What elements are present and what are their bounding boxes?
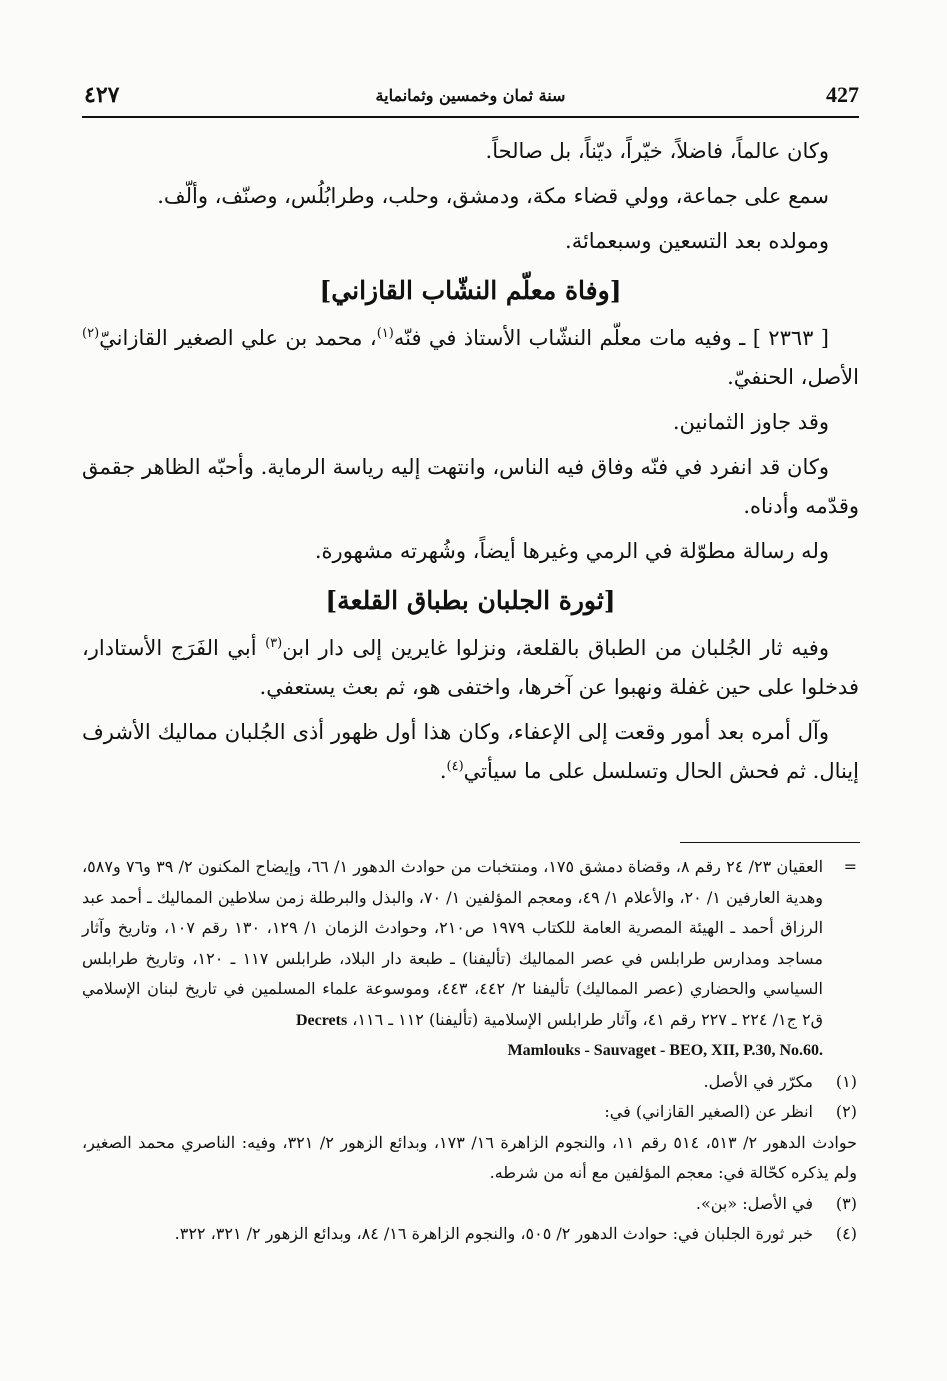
entry-text: الأصل، الحنفيّ. <box>727 365 859 389</box>
footnote-item <box>82 1067 857 1098</box>
paragraph-text: وفيه ثار الجُلبان من الطباق بالقلعة، ونزلوا غايرين إلى دار ابن <box>282 636 829 660</box>
footnote-text: في الأصل: «بن». <box>695 1193 813 1213</box>
footnote-number: (٤) <box>835 1224 857 1243</box>
footnote-item <box>82 1097 857 1128</box>
footnote-item <box>82 1128 857 1189</box>
footnote-text: العقيان ٢٣/ ٢٤ رقم ٨، وقضاة دمشق ١٧٥، ومنتخبات من حوادث الدهور ١/ ٦٦، وإيضاح المكنون ٢/ ٣٩ و٧٦ و٥٨٧، وهدية العارفين ١/ ٢٠، والأعلام ١/ ٤٩، ومعجم المؤلفين ١/ ٧٠، والبذل والبرطلة زمن سلاطين المماليك ـ أحمد عبد الرزاق أحمد ـ الهيئة المصرية العامة للكتاب ١٩٧٩ ص٢١٠، وحوادث الزمان ١/ ١٢٩، ١٣٠ رقم ١٠٧، وتاريخ وآثار مساجد ومدارس طرابلس في عصر المماليك (تأليفنا) ـ طبعة دار البلاد، طرابلس ١١٧ ـ ١٢٠، وتاريخ طرابلس السياسي والحضاري (عصر المماليك) تأليفنا ٢/ ٤٤٢، ٤٤٣، وموسوعة علماء المسلمين في تاريخ لبنان الإسلامي ق٢ ج١/ ٢٢٤ ـ ٢٢٧ رقم ٤١، وآثار طرابلس الإسلامية (تأليفنا) ١١٢ ـ ١١٦، <box>82 857 824 1029</box>
page-number-arabic: ٤٢٧ <box>84 82 120 108</box>
paragraph-text: . <box>439 759 447 783</box>
page-number-latin: 427 <box>826 82 859 107</box>
paragraph-text: أبي الفَرَج الأستادار، فدخلوا على حين غفلة ونهبوا عن آخرها، واختفى هو، ثم بعث يستعفي. <box>82 636 859 699</box>
footnote-item <box>82 1189 857 1220</box>
paragraph: سمع على جماعة، وولي قضاء مكة، ودمشق، وحلب، وطرابُلُس، وصنّف، وألّف. <box>157 184 829 208</box>
paragraph: ومولده بعد التسعين وسبعمائة. <box>565 229 829 253</box>
footnote-number: (٣) <box>835 1193 857 1213</box>
footnote-text: خبر ثورة الجلبان في: حوادث الدهور ٢/ ٥٠٥، والنجوم الزاهرة ١٦/ ٨٤، وبدائع الزهور ٢/ ٣٢١، ٣٢٢. <box>174 1224 813 1243</box>
entry-paragraph <box>82 319 859 397</box>
section-heading: [ثورة الجلبان بطباق القلعة] <box>325 586 616 615</box>
footnote-ref[interactable]: (٢) <box>82 326 100 341</box>
entry-text: [ ٢٣٦٣ ] ـ وفيه مات معلّم النشّاب الأستاذ في فنّه <box>393 326 829 350</box>
footnote-separator <box>680 842 860 843</box>
running-title: سنة ثمان وخمسين وثمانماية <box>375 86 566 105</box>
latin-reference: Mamlouks - Sauvaget - BEO, XII, P.30, No.60. <box>507 1042 823 1059</box>
entry-text: ، محمد بن علي الصغير القازانيّ <box>99 326 377 350</box>
footnote-number: (١) <box>835 1071 857 1091</box>
paragraph: وقد جاوز الثمانين. <box>672 410 829 434</box>
main-text <box>82 132 859 797</box>
continuation-marker: = <box>843 857 857 876</box>
paragraph <box>82 713 859 791</box>
footnote-continuation <box>82 852 857 1067</box>
footnote-text: انظر عن (الصغير القازاني) في: <box>604 1102 813 1121</box>
latin-reference: Decrets <box>295 1011 348 1029</box>
footnote-item <box>82 1219 857 1250</box>
footnote-text: حوادث الدهور ٢/ ٥١٣، ٥١٤ رقم ١١، والنجوم الزاهرة ١٦/ ١٧٣، وبدائع الزهور ٢/ ٣٢١، وفيه: الناصري محمد الصغير، ولم يذكره كحّالة في: معجم المؤلفين مع أنه من شرطه. <box>82 1132 858 1182</box>
footnote-number: (٢) <box>835 1102 857 1121</box>
page-header <box>82 80 859 118</box>
paragraph-text: وآل أمره بعد أمور وقعت إلى الإعفاء، وكان هذا أول ظهور أذى الجُلبان مماليك الأشرف إينال. ثم فحش الحال وتسلسل على ما سيأتي <box>82 720 859 783</box>
paragraph: وله رسالة مطوّلة في الرمي وغيرها أيضاً، وشُهرته مشهورة. <box>314 539 829 563</box>
footnote-ref[interactable]: (٤) <box>446 759 464 774</box>
footnote-text: مكرّر في الأصل. <box>703 1071 813 1091</box>
footnote-ref[interactable]: (٣) <box>265 636 283 651</box>
footnote-ref[interactable]: (١) <box>376 326 394 341</box>
footnotes <box>82 852 857 1250</box>
paragraph: وكان عالماً، فاضلاً، خيّراً، ديّناً، بل صالحاً. <box>485 139 829 163</box>
paragraph <box>82 629 859 707</box>
section-heading: [وفاة معلّم النشّاب القازاني] <box>319 276 622 305</box>
paragraph: وكان قد انفرد في فنّه وفاق فيه الناس، وانتهت إليه رياسة الرماية. وأحبّه الظاهر جقمق وقدّمه وأدناه. <box>82 455 859 518</box>
